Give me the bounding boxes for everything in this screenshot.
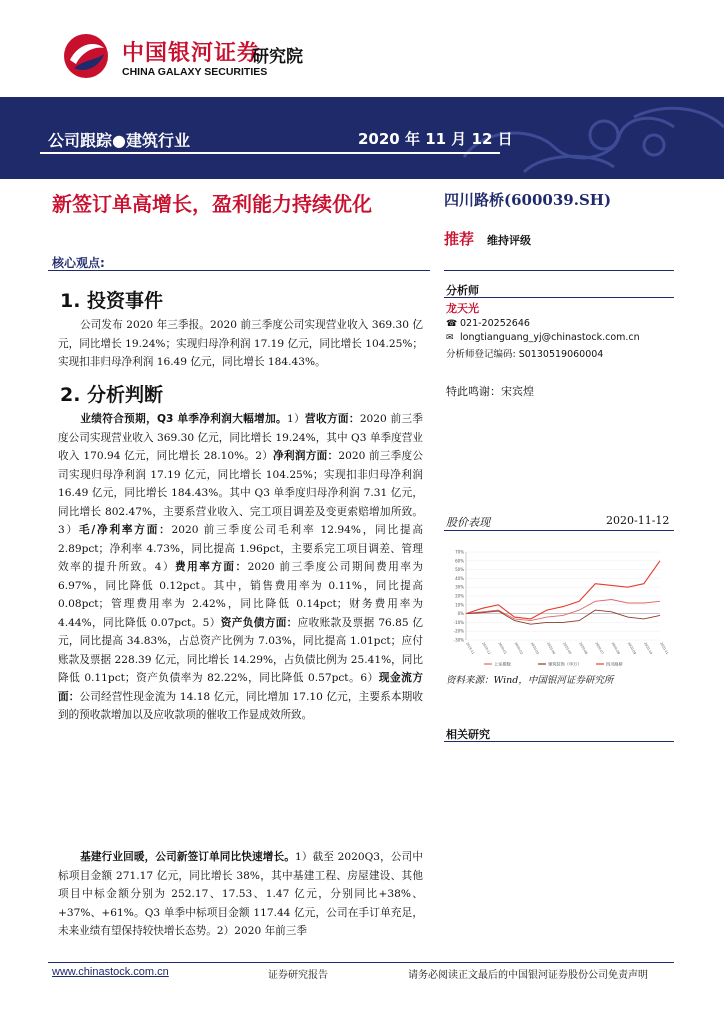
balance-text: 应收账款及票据 76.85 亿元，同比提高 34.83%，占总资产比例为 7.03%，同比提高 1.01pct；应付账款及票据 228.39 亿元，同比增长 14.29%，占负债比例为 25.41%，同比降低 0.11pct；资产负债率为 82.22%，同比降低 0.57pct。 <box>58 616 423 684</box>
chart-y-tick-label: 40% <box>455 575 464 581</box>
analysis-paragraph-2 <box>58 848 423 941</box>
cashflow-text: 公司经营性现金流为 14.18 亿元，同比增加 17.10 亿元，主要系本期收到的预收款增加以及应收款项的催收工作显成效所致。 <box>58 690 424 721</box>
related-divider <box>444 741 674 742</box>
report-category: 公司跟踪●建筑行业 <box>48 131 190 150</box>
performance-title: 股价表现 <box>446 516 490 529</box>
footer-report-type: 证券研究报告 <box>268 970 328 981</box>
registration-label: 分析师登记编码: <box>446 349 516 360</box>
report-date: 2020 年 11 月 12 日 <box>358 130 513 148</box>
registration-code: S0130519060004 <box>518 349 604 360</box>
rating-note: 维持评级 <box>487 234 531 247</box>
cashflow-heading: 现金流方面： <box>58 672 423 703</box>
phone-icon: ☎ <box>446 319 458 329</box>
chart-x-tick-label: 2019-12 <box>481 641 492 656</box>
analyst-section-title: 分析师 <box>446 284 479 297</box>
section-heading-analysis: 2. 分析判断 <box>60 384 164 406</box>
chart-y-tick-label: 70% <box>455 549 464 555</box>
analysis-lead-1: 业绩符合预期，Q3 单季净利润大幅增加。 <box>80 413 287 425</box>
margin-heading: 毛/净利率方面： <box>78 524 172 536</box>
footer-divider <box>48 962 674 963</box>
chart-y-tick-label: -10% <box>453 619 464 625</box>
revenue-heading: 营收方面： <box>305 413 360 425</box>
balance-heading: 资产负债方面： <box>220 616 298 629</box>
chart-y-tick-label: 10% <box>455 602 464 608</box>
net-profit-text: 2020 前三季度公司实现归母净利润 17.19 亿元，同比增长 104.25%；实现扣非归母净利润 16.49 亿元，同比增长 184.43%。其中 Q3 单季度归母净利润 7.31 亿元，同比增长 802.47%，主要系营业收入、完工项目调差及变更索赔增加所致。 <box>58 450 423 518</box>
item-number: 2） <box>255 450 274 462</box>
report-title: 新签订单高增长，盈利能力持续优化 <box>52 192 372 216</box>
chart-y-tick-label: -30% <box>453 637 464 643</box>
chart-series-line <box>466 610 660 624</box>
chart-y-tick-label: 20% <box>455 593 464 599</box>
chart-x-tick-label: 2020-08 <box>610 641 621 656</box>
chart-x-tick-label: 2020-11 <box>659 641 670 656</box>
logo-chinese-name: 中国银河证券 <box>122 41 261 66</box>
investment-event-paragraph <box>58 316 423 372</box>
right-divider <box>444 270 674 271</box>
chart-legend-label: 四川路桥 <box>606 661 623 667</box>
chart-source: 资料来源：Wind，中国银河证券研究所 <box>446 675 614 686</box>
analyst-name: 龙天光 <box>446 302 479 315</box>
performance-date: 2020-11-12 <box>606 514 670 527</box>
logo-english-name: CHINA GALAXY SECURITIES <box>122 66 268 78</box>
stock-rating: 推荐 <box>444 230 475 248</box>
analyst-email[interactable]: longtianguang_yj@chinastock.com.cn <box>460 332 640 343</box>
section-heading-investment-event: 1. 投资事件 <box>60 290 164 312</box>
chart-x-tick-label: 2020-09 <box>626 641 637 656</box>
item-number: 3） <box>58 524 79 536</box>
item-number: 1） <box>286 413 306 425</box>
footer-disclaimer: 请务必阅读正文最后的中国银河证券股份公司免责声明 <box>408 970 648 981</box>
expense-heading: 费用率方面： <box>175 561 248 573</box>
chart-x-tick-label: 2020-04 <box>545 641 557 656</box>
chart-x-tick-label: 2020-02 <box>513 641 524 656</box>
analyst-phone-row <box>446 318 530 329</box>
core-divider <box>48 270 430 271</box>
chart-x-tick-label: 2020-05 <box>562 641 573 656</box>
chart-y-tick-label: -20% <box>453 628 464 634</box>
chart-y-tick-label: 0% <box>457 611 464 617</box>
email-icon: ✉ <box>446 333 454 343</box>
stock-performance-chart <box>446 546 670 670</box>
chart-x-tick-label: 2020-07 <box>594 641 605 656</box>
institute-label: 研究院 <box>252 47 303 67</box>
item-number: 5） <box>202 616 221 629</box>
header-divider <box>40 152 500 154</box>
chart-x-tick-label: 2020-10 <box>642 641 654 656</box>
investment-event-text: 公司发布 2020 年三季报。2020 前三季度公司实现营业收入 369.30 亿元，同比增长 19.24%；实现归母净利润 17.19 亿元，同比增长 104.25%；实现扣非归母净利润 16.49 亿元，同比增长 184.43%。 <box>58 319 423 368</box>
chart-legend-label: 建筑装饰（申万） <box>548 661 582 667</box>
orders-text: 1）截至 2020Q3，公司中标项目金额 271.17 亿元，同比增长 38%，其中基建工程、房屋建设、其他项目中标金额分别为 252.17、17.53、1.47 亿元，分别同比+38%、+37%、+61%。Q3 单季中标项目金额 117.44 亿元，公司在手订单充足，未来业绩有望保持较快增长态势。2）2020 年前三季 <box>58 851 424 937</box>
margin-text: 2020 前三季度公司毛利率 12.94%，同比提高 2.89pct；净利率 4.73%，同比提高 1.96pct，主要系完工项目调差、管理效率的提升所致。 <box>58 524 423 573</box>
chart-x-tick-label: 2020-03 <box>529 641 540 656</box>
galaxy-logo-icon <box>60 30 112 82</box>
chart-x-tick-label: 2020-01 <box>497 641 508 656</box>
revenue-text: 2020 前三季度公司实现营业收入 369.30 亿元，同比增长 19.24%，其中 Q3 单季度营业收入 170.94 亿元，同比增长 28.10%。 <box>58 413 423 462</box>
expense-text: 2020 前三季度公司期间费用率为 6.97%，同比降低 0.12pct。其中，销售费用率为 0.11%，同比提高 0.08pct；管理费用率为 2.42%，同比降低 0.14pct；财务费用率为 4.44%，同比降低 0.07pct。 <box>58 561 423 629</box>
analyst-phone: 021-20252646 <box>460 318 530 329</box>
analyst-email-row <box>446 332 640 343</box>
chart-x-tick-label: 2020-06 <box>578 641 589 656</box>
company-logo <box>60 30 360 90</box>
net-profit-heading: 净利润方面： <box>273 450 339 462</box>
acknowledgement: 特此鸣谢：宋宾煌 <box>446 385 534 398</box>
chart-legend-label: 上证指数 <box>494 661 511 667</box>
analyst-registration-row <box>446 346 603 360</box>
analysis-lead-2: 基建行业回暖，公司新签订单同比快速增长。 <box>80 851 296 863</box>
core-view-label: 核心观点: <box>52 256 105 270</box>
analyst-divider <box>444 297 674 298</box>
performance-divider <box>444 530 674 531</box>
item-number: 4） <box>154 561 176 573</box>
item-number: 6） <box>360 672 379 684</box>
chart-x-tick-label: 2019-11 <box>465 641 476 656</box>
chart-y-tick-label: 30% <box>455 584 464 590</box>
chart-y-tick-label: 50% <box>455 567 464 573</box>
footer-website-link[interactable]: www.chinastock.com.cn <box>52 966 169 978</box>
related-research-title: 相关研究 <box>446 728 490 741</box>
analysis-paragraph-1 <box>58 410 423 725</box>
chart-y-tick-label: 60% <box>455 558 464 564</box>
stock-name: 四川路桥(600039.SH) <box>444 191 612 209</box>
